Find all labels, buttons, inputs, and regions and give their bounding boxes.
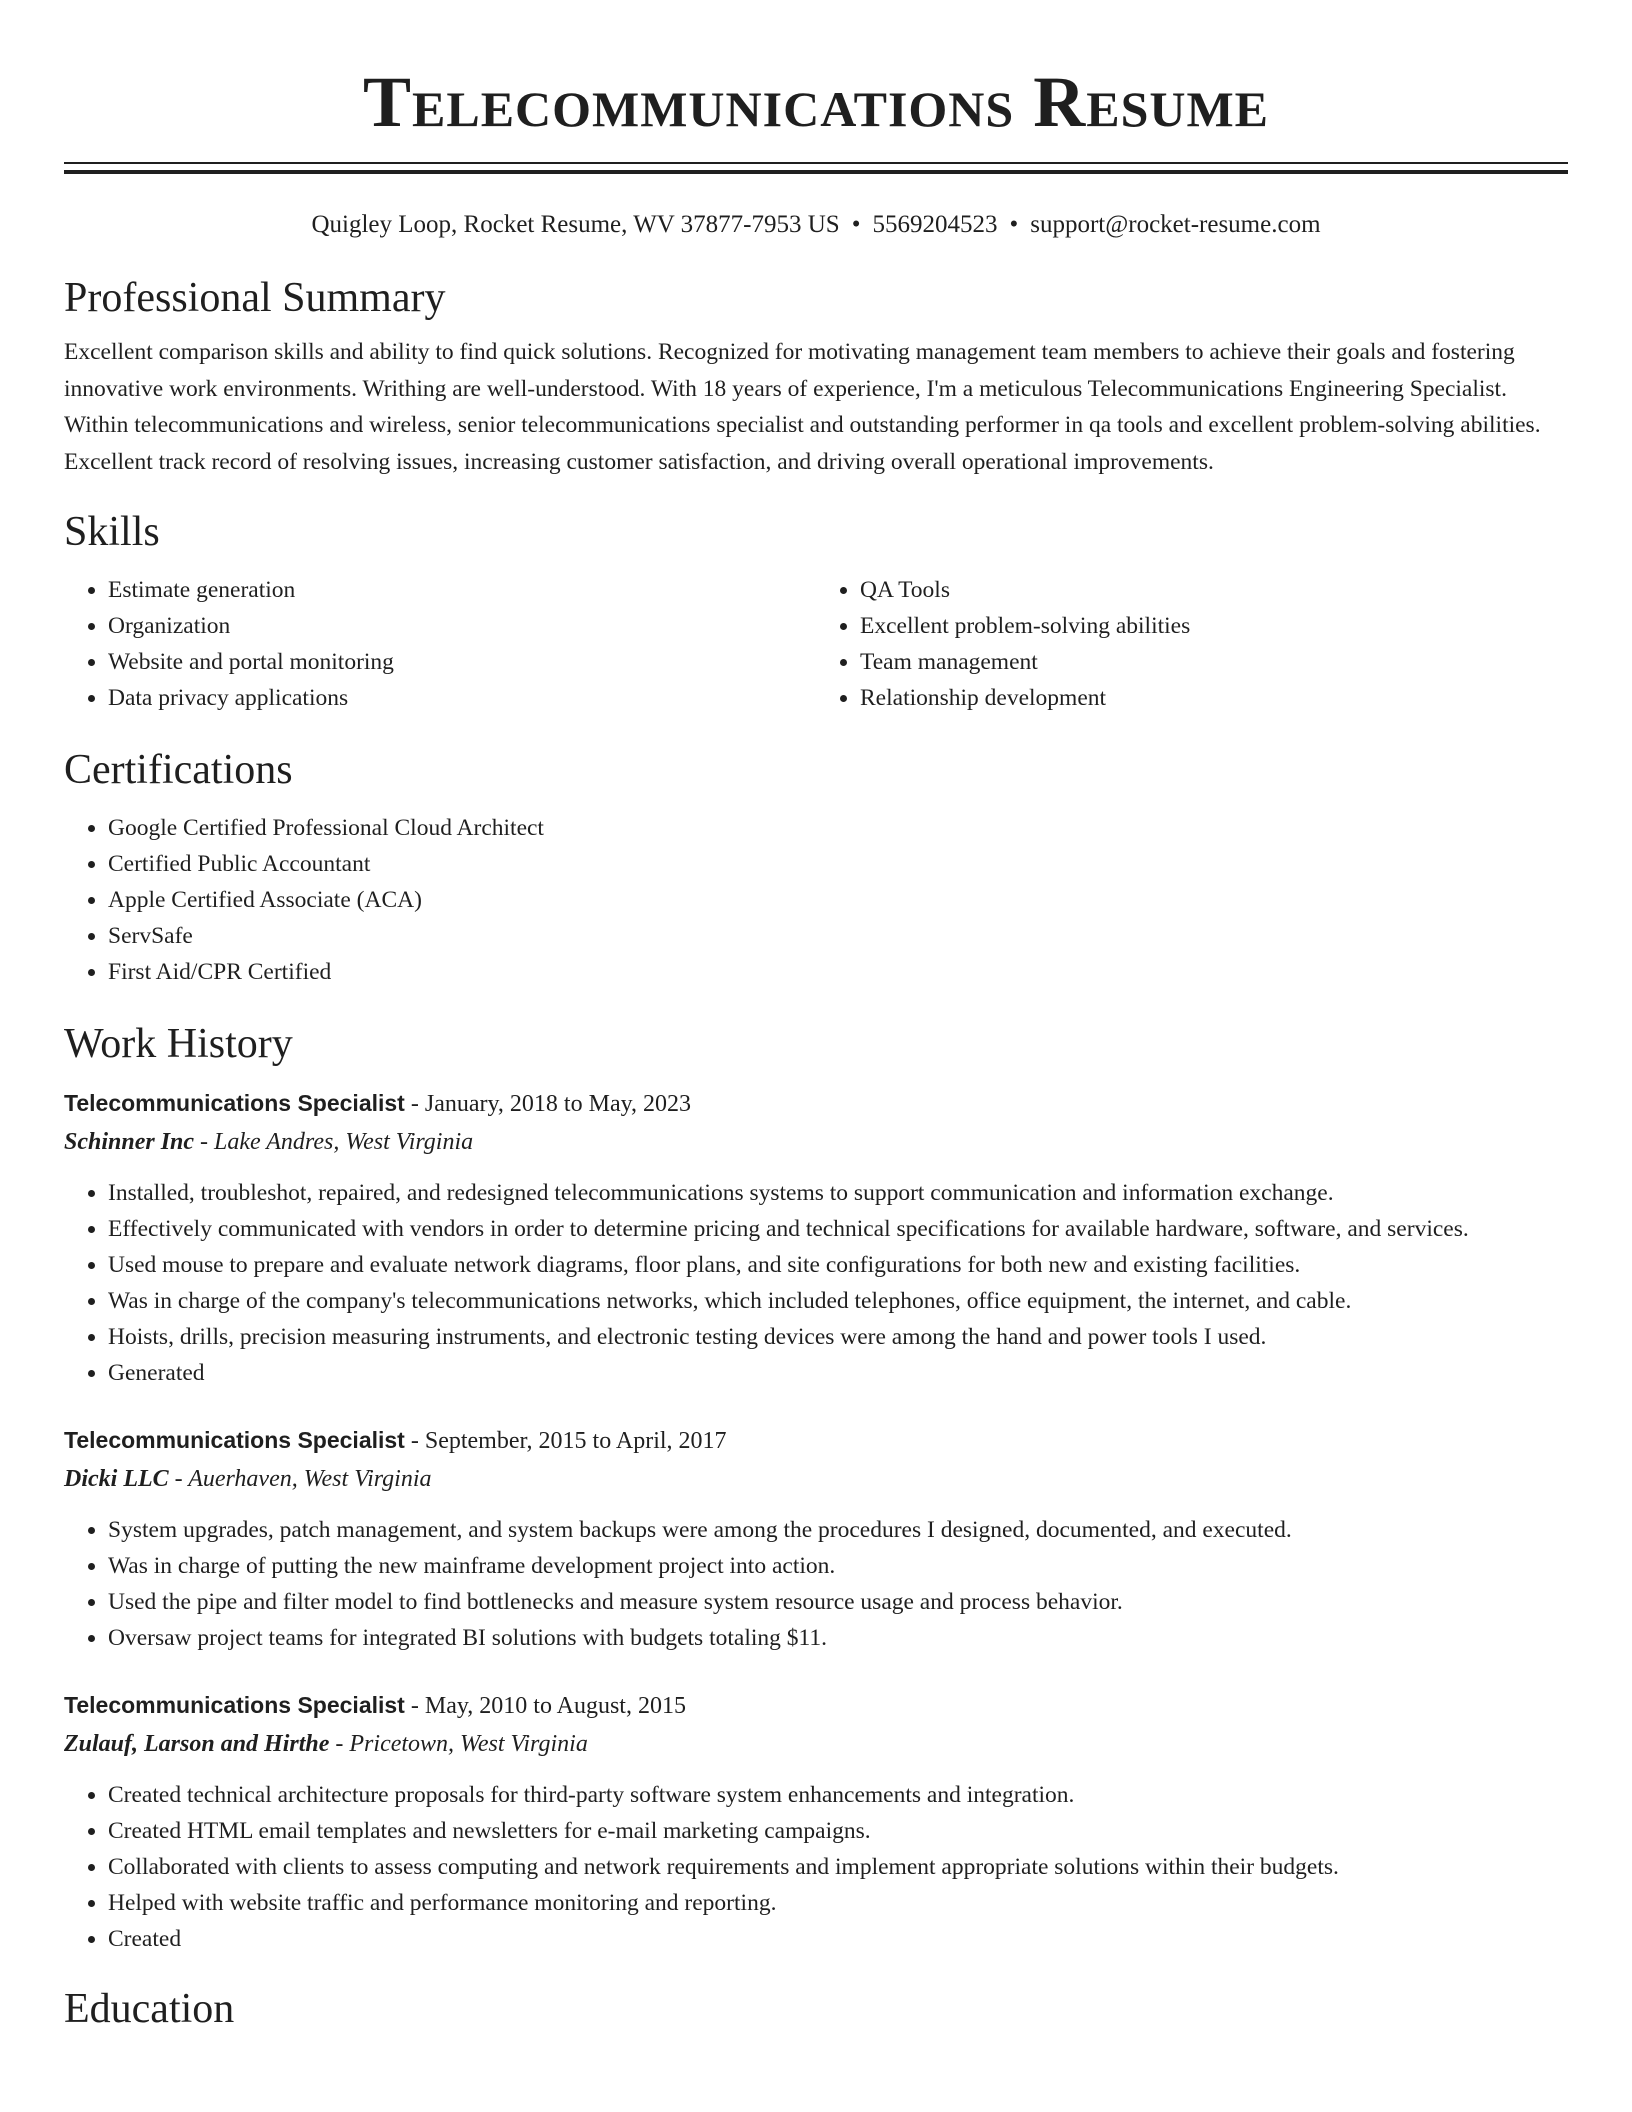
job-company-line bbox=[64, 1123, 1568, 1161]
skill-item: • Estimate generation bbox=[108, 572, 816, 608]
job-title-line bbox=[64, 1421, 1568, 1460]
certification-item: • Apple Certified Associate (ACA) bbox=[108, 882, 1568, 918]
education-heading: Education bbox=[64, 1986, 235, 2032]
job-company: Schinner Inc bbox=[64, 1129, 195, 1155]
work-history-section bbox=[64, 1018, 1568, 1957]
skill-item: • Website and portal monitoring bbox=[108, 644, 816, 680]
skill-item: • Data privacy applications bbox=[108, 680, 816, 716]
job-bullet: • Hoists, drills, precision measuring instruments, and electronic testing devices were among the hand and power tools I used. bbox=[108, 1319, 1568, 1355]
job-bullet: • Created HTML email templates and newsletters for e-mail marketing campaigns. bbox=[108, 1813, 1568, 1849]
job-title: Telecommunications Specialist bbox=[64, 1427, 405, 1453]
contact-separator: • bbox=[851, 211, 861, 238]
job-dates: - January, 2018 to May, 2023 bbox=[404, 1091, 692, 1117]
job-bullet: • Used mouse to prepare and evaluate network diagrams, floor plans, and site configurations for both new and existing facilities. bbox=[108, 1247, 1568, 1283]
job-bullet: • Installed, troubleshot, repaired, and redesigned telecommunications systems to support communication and information exchange. bbox=[108, 1175, 1568, 1211]
job-bullet: • Collaborated with clients to assess computing and network requirements and implement appropriate solutions within their budgets. bbox=[108, 1849, 1568, 1885]
job-bullet: • Oversaw project teams for integrated BI solutions with budgets totaling $11. bbox=[108, 1620, 1568, 1656]
contact-phone: 5569204523 bbox=[872, 211, 998, 238]
job-bullet: • Created technical architecture proposals for third-party software system enhancements and integration. bbox=[108, 1777, 1568, 1813]
job-bullets bbox=[64, 1777, 1568, 1957]
job-entry bbox=[64, 1686, 1568, 1957]
job-title-line bbox=[64, 1084, 1568, 1123]
skills-heading: Skills bbox=[64, 509, 160, 555]
job-entry bbox=[64, 1084, 1568, 1391]
job-title: Telecommunications Specialist bbox=[64, 1090, 405, 1116]
certification-item: • First Aid/CPR Certified bbox=[108, 954, 1568, 990]
page-title: Telecommunications Resume bbox=[362, 62, 1270, 142]
title-rule-thin bbox=[64, 162, 1568, 164]
skills-section bbox=[64, 506, 1568, 716]
job-location: - Pricetown, West Virginia bbox=[329, 1731, 588, 1757]
skills-grid bbox=[64, 572, 1568, 716]
job-bullet: • Was in charge of the company's telecommunications networks, which included telephones, office equipment, the internet, and cable. bbox=[108, 1283, 1568, 1319]
job-location: - Lake Andres, West Virginia bbox=[194, 1129, 474, 1155]
skill-item: • QA Tools bbox=[860, 572, 1568, 608]
job-bullet: • Was in charge of putting the new mainframe development project into action. bbox=[108, 1548, 1568, 1584]
skills-list-right bbox=[816, 572, 1568, 716]
job-company: Zulauf, Larson and Hirthe bbox=[64, 1731, 330, 1757]
certification-item: • Google Certified Professional Cloud Architect bbox=[108, 810, 1568, 846]
job-bullet: • System upgrades, patch management, and system backups were among the procedures I designed, documented, and executed. bbox=[108, 1512, 1568, 1548]
contact-address: Quigley Loop, Rocket Resume, WV 37877-7953 US bbox=[311, 211, 840, 238]
job-bullet: • Created bbox=[108, 1921, 1568, 1957]
job-dates: - May, 2010 to August, 2015 bbox=[404, 1693, 686, 1719]
job-company-line bbox=[64, 1725, 1568, 1763]
education-section bbox=[64, 1983, 1568, 2035]
work-history-heading: Work History bbox=[64, 1021, 293, 1067]
contact-email: support@rocket-resume.com bbox=[1030, 211, 1321, 238]
skill-item: • Excellent problem-solving abilities bbox=[860, 608, 1568, 644]
contact-separator: • bbox=[1009, 211, 1019, 238]
job-bullets bbox=[64, 1512, 1568, 1656]
skill-item: • Organization bbox=[108, 608, 816, 644]
job-entry bbox=[64, 1421, 1568, 1656]
skill-item: • Team management bbox=[860, 644, 1568, 680]
job-bullet: • Helped with website traffic and performance monitoring and reporting. bbox=[108, 1885, 1568, 1921]
summary-section bbox=[64, 272, 1568, 480]
job-company-line bbox=[64, 1460, 1568, 1498]
job-bullets bbox=[64, 1175, 1568, 1391]
job-location: - Auerhaven, West Virginia bbox=[168, 1466, 432, 1492]
skills-list-left bbox=[64, 572, 816, 716]
job-bullet: • Generated bbox=[108, 1355, 1568, 1391]
certifications-heading: Certifications bbox=[64, 747, 293, 793]
skill-item: • Relationship development bbox=[860, 680, 1568, 716]
job-title-line bbox=[64, 1686, 1568, 1725]
job-title: Telecommunications Specialist bbox=[64, 1692, 405, 1718]
summary-text: Excellent comparison skills and ability to find quick solutions. Recognized for motivating management team members to achieve their goals and fostering innovative work environments. Writhing are well-understood. With 18 years of experience, I'm a meticulous Telecommunications Engineering Specialist. Within telecommunications and wireless, senior telecommunications specialist and outstanding performer in qa tools and excellent problem-solving abilities. Excellent track record of resolving issues, increasing customer satisfaction, and driving overall operational improvements. bbox=[64, 339, 1541, 475]
certification-item: • Certified Public Accountant bbox=[108, 846, 1568, 882]
certifications-list bbox=[64, 810, 1568, 990]
title-rule-thick bbox=[64, 170, 1568, 174]
job-bullet: • Effectively communicated with vendors in order to determine pricing and technical specifications for available hardware, software, and services. bbox=[108, 1211, 1568, 1247]
job-company: Dicki LLC bbox=[64, 1466, 169, 1492]
certifications-section bbox=[64, 744, 1568, 990]
contact-line bbox=[64, 208, 1568, 242]
job-bullet: • Used the pipe and filter model to find bottlenecks and measure system resource usage and process behavior. bbox=[108, 1584, 1568, 1620]
certification-item: • ServSafe bbox=[108, 918, 1568, 954]
summary-heading: Professional Summary bbox=[64, 275, 446, 321]
job-dates: - September, 2015 to April, 2017 bbox=[404, 1428, 727, 1454]
